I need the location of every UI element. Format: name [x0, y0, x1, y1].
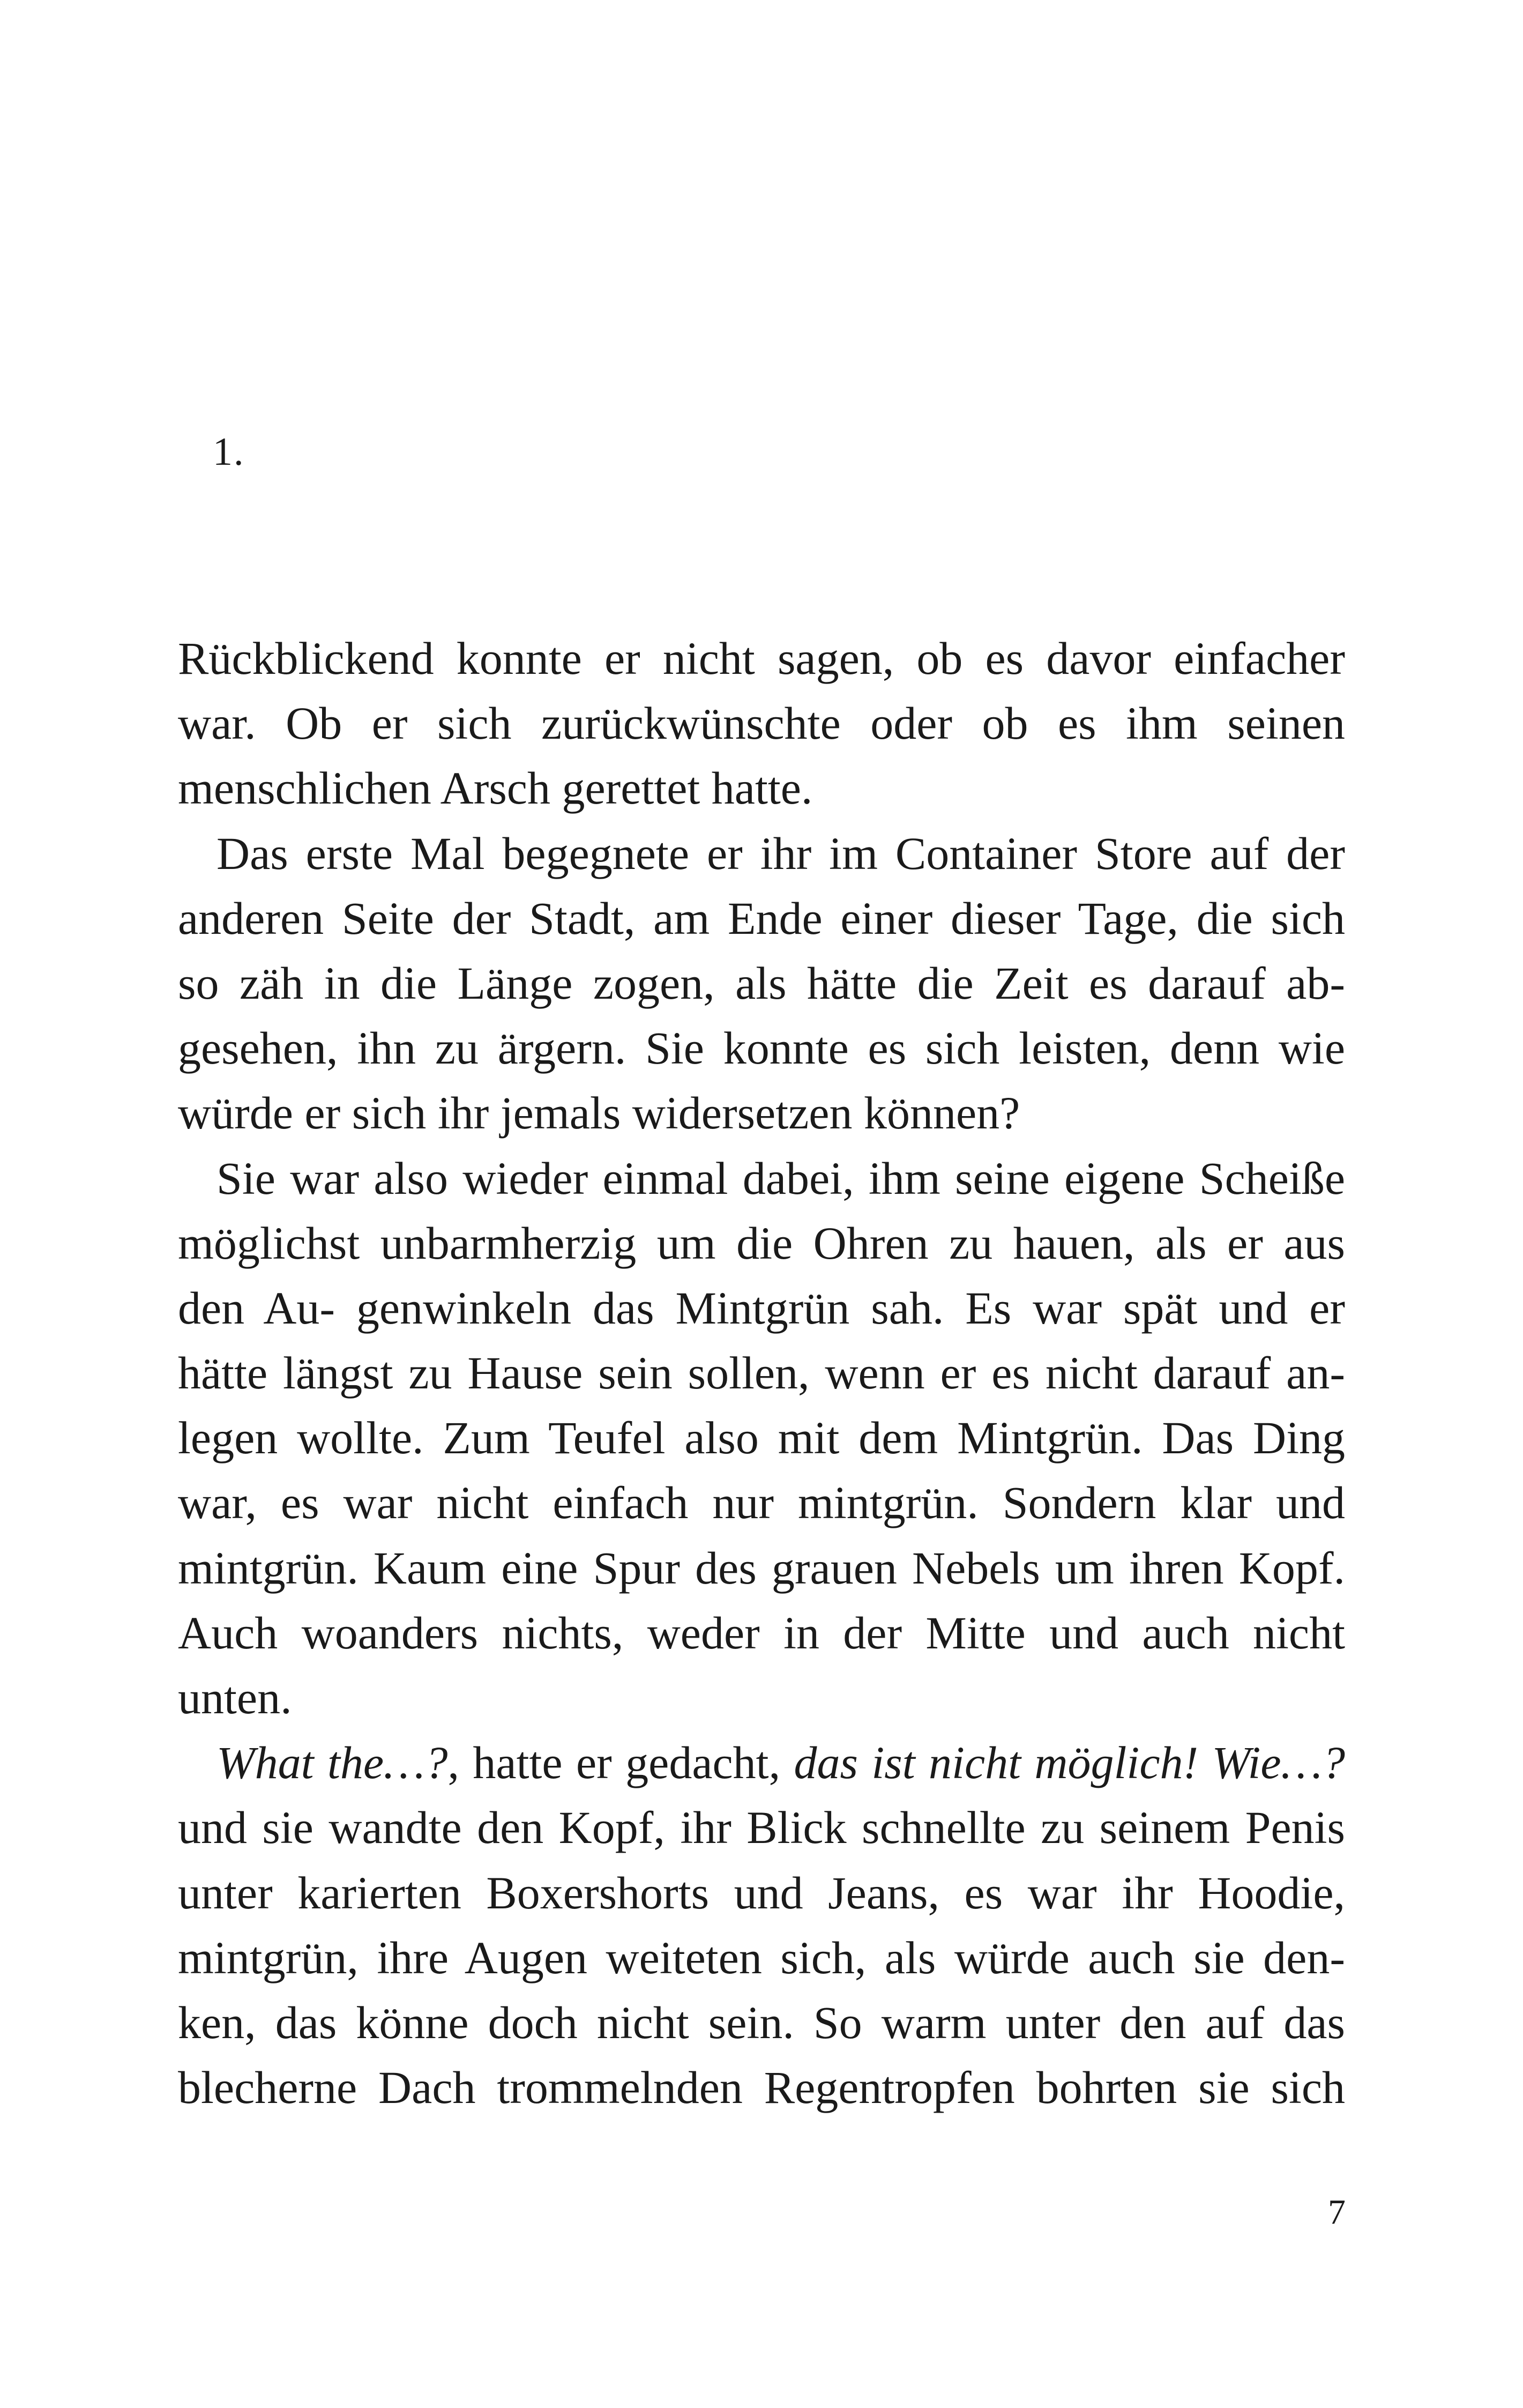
text-line: blecherne Dach trommelnden Regentropfen bohrten sie sich	[178, 2062, 1345, 2114]
text-line: Das erste Mal begegnete er ihr im Container Store auf der	[216, 827, 1345, 879]
text-line: gesehen, ihn zu ärgern. Sie konnte es sich leisten, denn wie	[178, 1022, 1345, 1074]
text-line: Sie war also wieder einmal dabei, ihm seine eigene Scheiße	[216, 1152, 1345, 1204]
text-line: war, es war nicht einfach nur mintgrün. Sondern klar und	[178, 1477, 1345, 1529]
italic-phrase: das ist nicht möglich! Wie…?	[794, 1737, 1345, 1789]
body-text	[178, 626, 1345, 2120]
plain-phrase: , hatte er gedacht,	[447, 1737, 794, 1789]
text-line: möglichst unbarmherzig um die Ohren zu hauen, als er aus	[178, 1217, 1345, 1269]
page-number: 7	[1328, 2193, 1346, 2232]
paragraph	[178, 1146, 1345, 1731]
text-line: mintgrün. Kaum eine Spur des grauen Nebels um ihren Kopf.	[178, 1542, 1345, 1594]
text-line: ken, das könne doch nicht sein. So warm unter den auf das	[178, 1996, 1345, 2048]
paragraph	[178, 626, 1345, 821]
text-line: würde er sich ihr jemals widersetzen können?	[178, 1087, 1020, 1139]
text-line: Auch woanders nichts, weder in der Mitte und auch nicht	[178, 1607, 1345, 1659]
text-line: den Au- genwinkeln das Mintgrün sah. Es war spät und er	[178, 1282, 1345, 1334]
text-line: menschlichen Arsch gerettet hatte.	[178, 762, 813, 814]
text-line: Rückblickend konnte er nicht sagen, ob es davor einfacher	[178, 633, 1345, 684]
text-line: so zäh in die Länge zogen, als hätte die Zeit es darauf ab-	[178, 957, 1345, 1009]
text-line: mintgrün, ihre Augen weiteten sich, als würde auch sie den-	[178, 1931, 1345, 1983]
text-line: anderen Seite der Stadt, am Ende einer dieser Tage, die sich	[178, 892, 1345, 944]
paragraph	[178, 821, 1345, 1146]
text-line: war. Ob er sich zurückwünschte oder ob es ihm seinen	[178, 697, 1345, 749]
text-line: legen wollte. Zum Teufel also mit dem Mintgrün. Das Ding	[178, 1412, 1345, 1464]
chapter-number: 1.	[213, 430, 245, 474]
text-line: hätte längst zu Hause sein sollen, wenn er es nicht darauf an-	[178, 1347, 1345, 1399]
text-line-mixed	[178, 1730, 1345, 1795]
text-line: und sie wandte den Kopf, ihr Blick schnellte zu seinem Penis	[178, 1802, 1345, 1854]
text-line: unter karierten Boxershorts und Jeans, es war ihr Hoodie,	[178, 1867, 1345, 1919]
paragraph	[178, 1730, 1345, 2120]
text-line: unten.	[178, 1672, 292, 1723]
italic-phrase: What the…?	[216, 1737, 448, 1789]
